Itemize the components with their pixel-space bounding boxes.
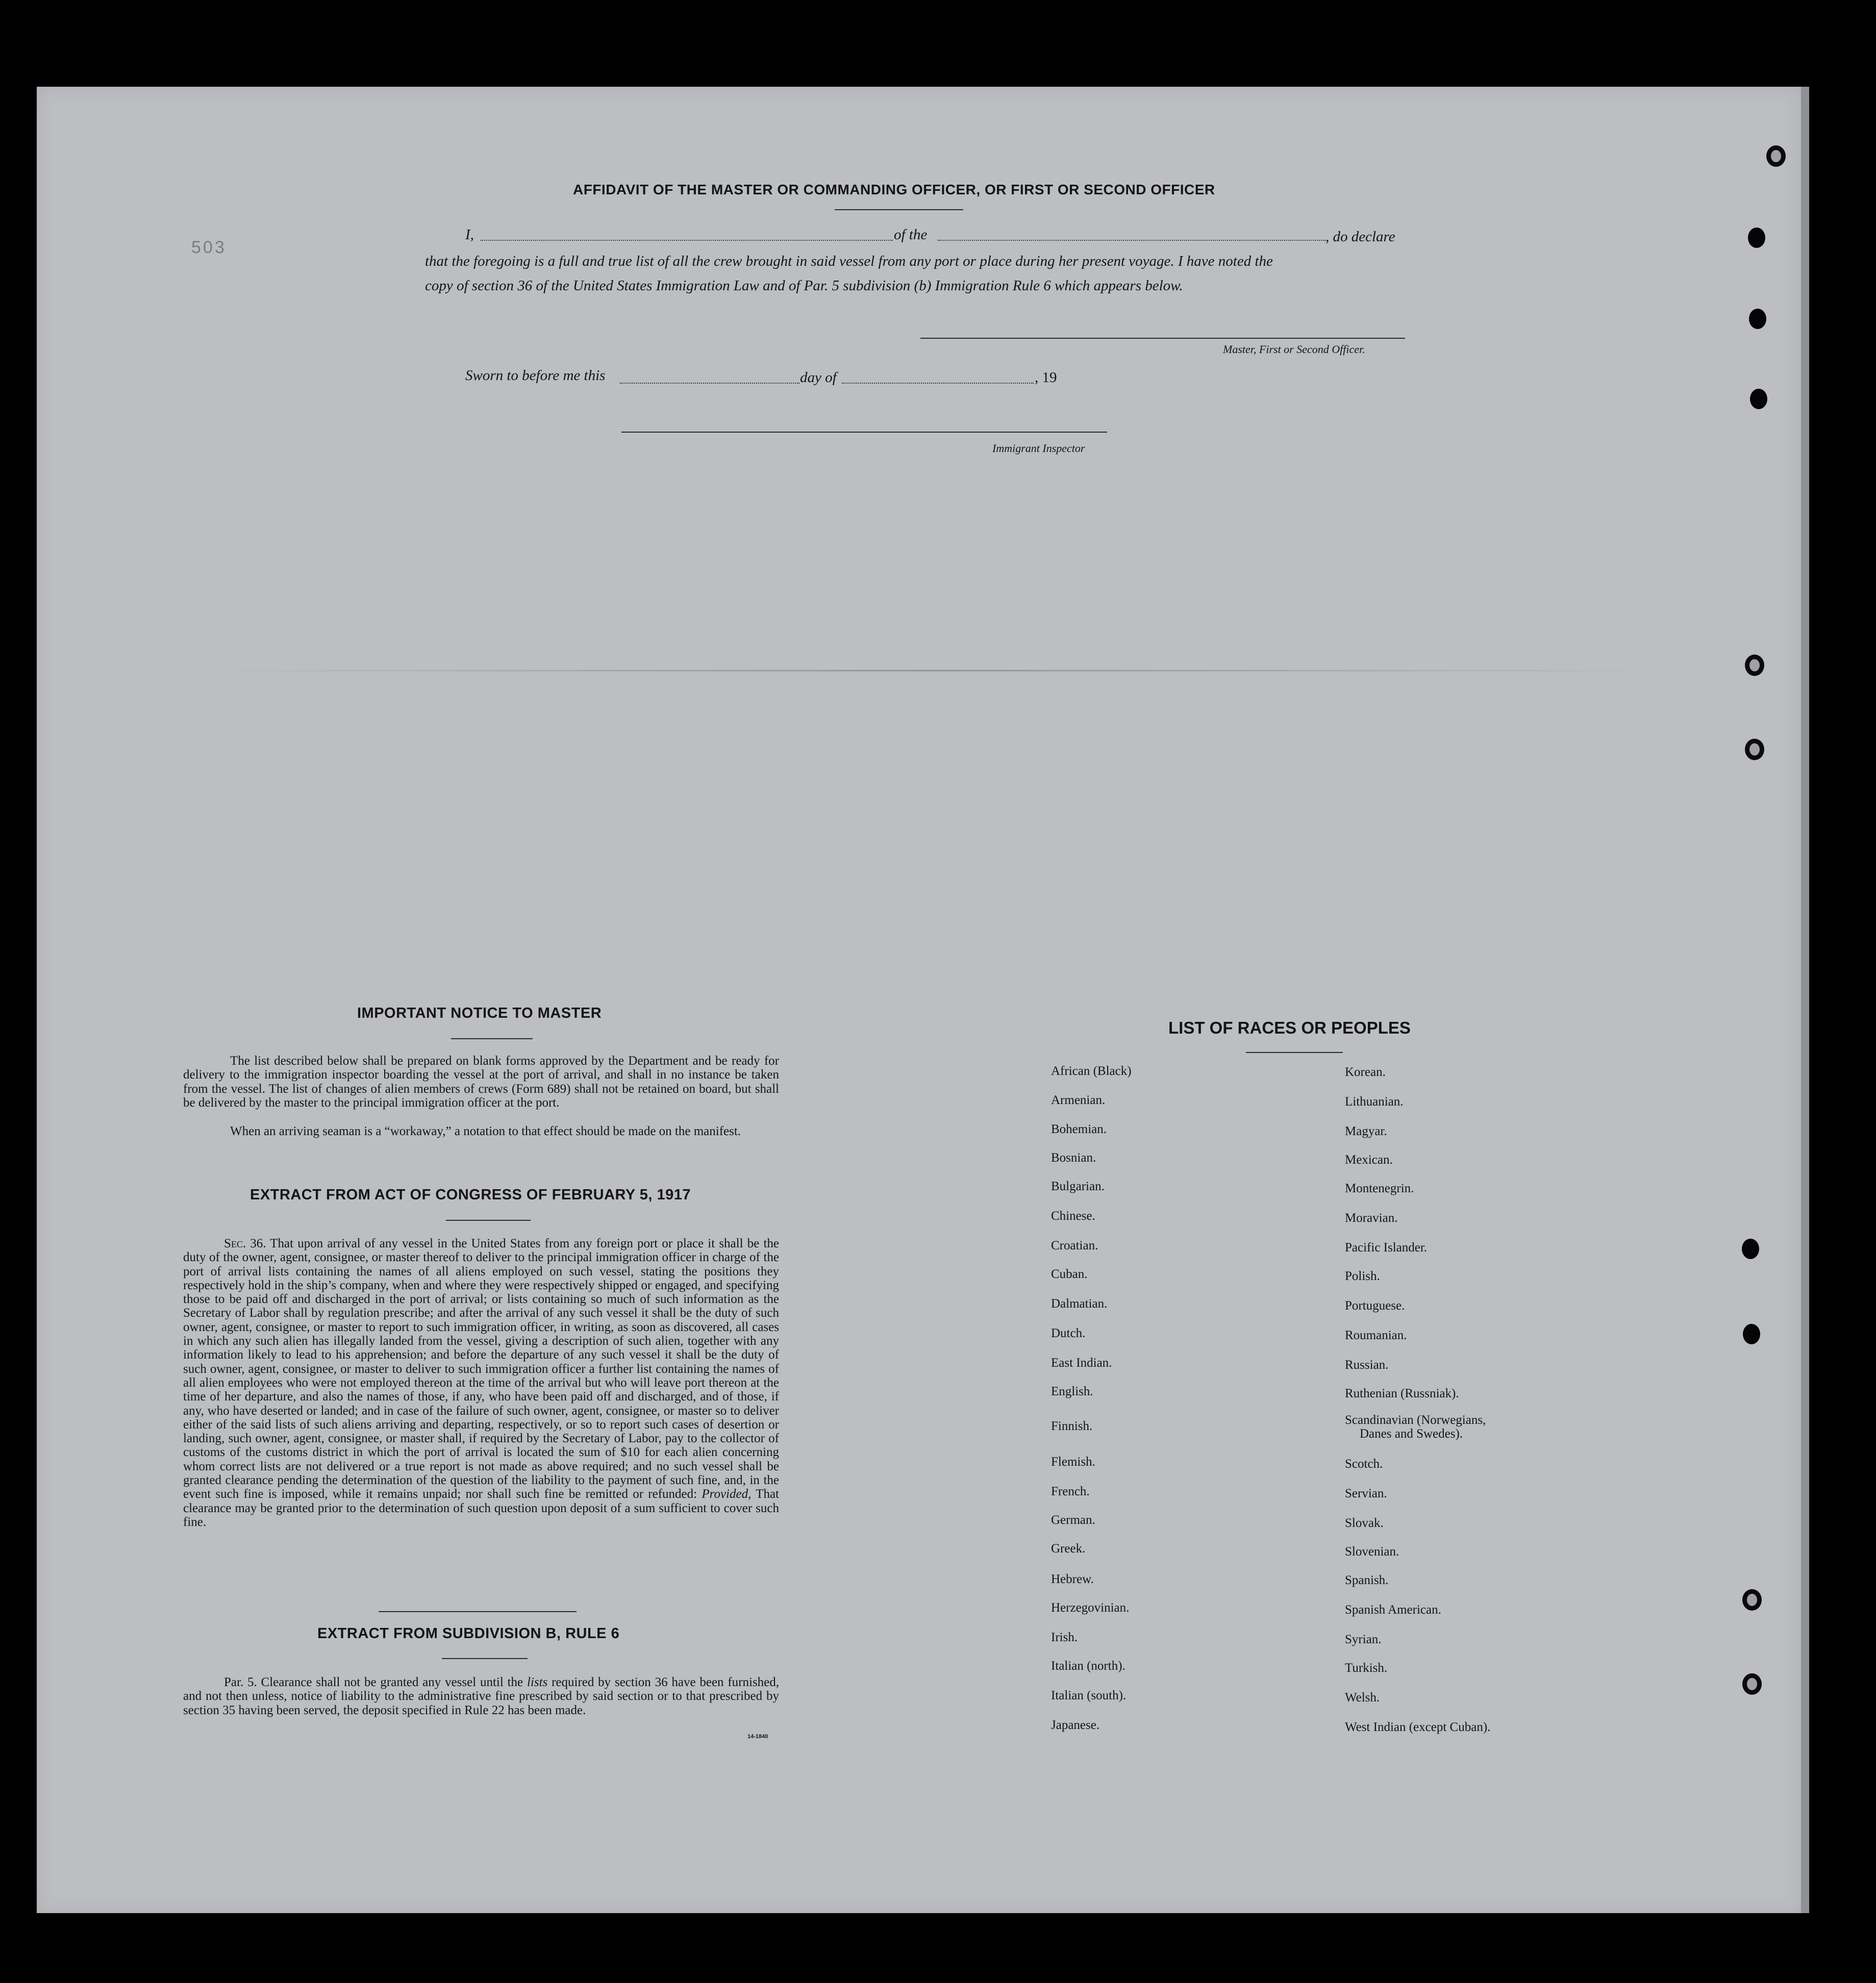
binder-hole-icon	[1743, 1324, 1760, 1344]
race-item: Flemish.	[1051, 1455, 1095, 1469]
race-item: Pacific Islander.	[1345, 1241, 1428, 1254]
race-item: Hebrew.	[1051, 1572, 1094, 1586]
race-item: Herzegovinian.	[1051, 1601, 1130, 1615]
binder-hole-icon	[1749, 309, 1766, 329]
race-item: African (Black)	[1051, 1064, 1132, 1078]
notice-title-rule	[451, 1038, 533, 1039]
affidavit-line-2: that the foregoing is a full and true list of all the crew brought in said vessel from any port or place during her present voyage. I have noted the	[425, 253, 1273, 269]
binder-hole-icon	[1766, 145, 1786, 167]
act-extract-title-rule	[446, 1220, 531, 1221]
rule-extract-body	[183, 1675, 779, 1717]
act-provided-word: Provided,	[702, 1487, 752, 1501]
master-signature-line[interactable]	[920, 338, 1405, 339]
act-extract-body	[183, 1237, 779, 1529]
master-signature-label: Master, First or Second Officer.	[1223, 343, 1365, 356]
race-item: Roumanian.	[1345, 1328, 1407, 1342]
affidavit-i-label: I,	[465, 227, 474, 243]
race-item: Magyar.	[1345, 1124, 1387, 1138]
affidavit-title: AFFIDAVIT OF THE MASTER OR COMMANDING OFFICER, OR FIRST OR SECOND OFFICER	[573, 182, 1215, 197]
binder-hole-icon	[1742, 1673, 1762, 1695]
race-item: Welsh.	[1345, 1691, 1380, 1704]
race-item: Japanese.	[1051, 1718, 1100, 1732]
race-item: French.	[1051, 1485, 1090, 1498]
binder-hole-icon	[1742, 1239, 1759, 1259]
race-item: Portuguese.	[1345, 1299, 1405, 1313]
rule-body-part-2: required by section 36 have been furnished, and not then unless, notice of liability to the administrative fine prescribed by said section or to that prescribed by section 35 having been served, the deposit specified in Rule 22 has been made.	[183, 1675, 780, 1717]
race-item: Chinese.	[1051, 1209, 1095, 1223]
pencil-mark: 503	[191, 238, 227, 257]
race-item: Dalmatian.	[1051, 1297, 1108, 1311]
race-item: Polish.	[1345, 1269, 1380, 1283]
binder-hole-icon	[1748, 228, 1765, 248]
race-item: Lithuanian.	[1345, 1095, 1404, 1109]
race-item: Turkish.	[1345, 1661, 1388, 1675]
race-item: Italian (south).	[1051, 1689, 1127, 1702]
race-item: Ruthenian (Russniak).	[1345, 1387, 1459, 1400]
race-item: Montenegrin.	[1345, 1182, 1414, 1195]
document-page	[37, 87, 1801, 1913]
paper-fold-crease	[194, 670, 1673, 671]
master-name-field[interactable]	[481, 240, 893, 241]
race-item: Slovak.	[1345, 1516, 1384, 1530]
race-item: Bosnian.	[1051, 1151, 1096, 1165]
race-item: Slovenian.	[1345, 1545, 1399, 1559]
race-item: Armenian.	[1051, 1093, 1106, 1107]
sworn-month-field[interactable]	[842, 383, 1034, 384]
race-item: Spanish.	[1345, 1573, 1389, 1587]
sworn-day-field[interactable]	[620, 383, 799, 384]
page-edge	[1801, 87, 1809, 1913]
form-number: 14-1840	[747, 1734, 768, 1740]
races-title-rule	[1246, 1052, 1343, 1053]
race-item: Russian.	[1345, 1358, 1389, 1372]
act-body-part-1: That upon arrival of any vessel in the United States from any foreign port or place it shall be the duty of the owner, agent, consignee, or master thereof to deliver to the principal immigration officer in charge of the port of arrival lists containing the names of all aliens employed on such vessel, stating the positions they respectively hold in the ship’s company, when and where they were respectively shipped or engaged, and specifying those to be paid off and discharged in the port of arrival; or lists containing so much of such information as the Secretary of Labor shall by regulation prescribe; and after the arrival of any such vessel it shall be the duty of such owner, agent, consignee, or master to report to such immigration officer, in writing, as soon as discovered, all cases in which any such alien has illegally landed from the vessel, giving a description of such alien, together with any information likely to lead to his apprehension; and before the departure of any such vessel it shall be the duty of such owner, agent, consignee, or master to deliver to such immigration officer a further list containing the names of all alien employees who were not employed thereon at the time of the arrival but who will leave port thereon at the time of her departure, and also the names of those, if any, who have been paid off and discharged, and of those, if any, who have deserted or landed; and in case of the failure of such owner, agent, consignee, or master so to deliver either of the said lists of such aliens arriving and departing, respectively, or so to report such cases of desertion or landing, such owner, agent, consignee, or master shall, if required by the Secretary of Labor, pay to the collector of customs of the customs district in which the port of arrival is located the sum of $10 for each alien concerning whom correct lists are not delivered or a true report is not made as above required; and no such vessel shall be granted clearance pending the determination of the question of the liability to the payment of such fine, and, in the event such fine is imposed, while it remains unpaid; nor shall such fine be remitted or refunded:	[183, 1237, 779, 1501]
affidavit-declare-label: , do declare	[1325, 229, 1395, 245]
affidavit-line-3: copy of section 36 of the United States Immigration Law and of Par. 5 subdivision (b) Immigration Rule 6 which appears below.	[425, 278, 1183, 294]
race-item: Croatian.	[1051, 1239, 1098, 1252]
act-extract-end-rule	[379, 1611, 577, 1612]
race-item: Finnish.	[1051, 1419, 1093, 1433]
race-item: Mexican.	[1345, 1153, 1393, 1167]
binder-hole-icon	[1745, 655, 1764, 676]
race-item: Moravian.	[1345, 1211, 1398, 1225]
race-item: Italian (north).	[1051, 1659, 1125, 1673]
race-item: Irish.	[1051, 1630, 1078, 1644]
inspector-label: Immigrant Inspector	[992, 442, 1085, 455]
race-item: Syrian.	[1345, 1633, 1382, 1646]
binder-hole-icon	[1750, 389, 1767, 409]
rule-lists-word: lists	[527, 1675, 548, 1689]
rule-body-part-1: Par. 5. Clearance shall not be granted any vessel until the	[224, 1675, 523, 1689]
vessel-name-field[interactable]	[938, 240, 1325, 241]
binder-hole-icon	[1745, 739, 1764, 760]
notice-paragraph-2: When an arriving seaman is a “workaway,” a notation to that effect should be made on the manifest.	[230, 1124, 741, 1138]
act-body-part-2: That clearance may be granted prior to the determination of such question upon deposit of a sum sufficient to cover such fine.	[183, 1487, 780, 1529]
binder-hole-icon	[1742, 1589, 1762, 1611]
race-item: Scandinavian (Norwegians,	[1345, 1413, 1486, 1427]
sworn-label: Sworn to before me this	[465, 367, 606, 384]
day-of-label: day of	[800, 369, 837, 386]
race-item: Dutch.	[1051, 1326, 1086, 1340]
race-item: Servian.	[1345, 1487, 1387, 1500]
year-prefix-label: , 19	[1035, 369, 1057, 386]
race-item: English.	[1051, 1385, 1093, 1398]
race-item: German.	[1051, 1513, 1095, 1527]
race-item: East Indian.	[1051, 1356, 1112, 1370]
act-section-label: Sec. 36.	[224, 1237, 266, 1250]
races-title: LIST OF RACES OR PEOPLES	[1168, 1018, 1411, 1037]
race-item: Greek.	[1051, 1542, 1086, 1555]
notice-title: IMPORTANT NOTICE TO MASTER	[357, 1005, 602, 1021]
affidavit-of-the-label: of the	[894, 227, 928, 243]
race-item: Scotch.	[1345, 1457, 1383, 1471]
race-item: Cuban.	[1051, 1267, 1088, 1281]
affidavit-title-rule	[835, 209, 963, 210]
inspector-signature-line[interactable]	[621, 432, 1107, 433]
race-item: West Indian (except Cuban).	[1345, 1720, 1491, 1734]
race-item: Spanish American.	[1345, 1603, 1441, 1617]
act-extract-title: EXTRACT FROM ACT OF CONGRESS OF FEBRUARY 5, 1917	[250, 1187, 691, 1203]
race-item: Bulgarian.	[1051, 1179, 1105, 1193]
rule-extract-title: EXTRACT FROM SUBDIVISION B, RULE 6	[317, 1625, 620, 1642]
rule-extract-title-rule	[442, 1658, 528, 1659]
race-item-continuation: Danes and Swedes).	[1360, 1427, 1463, 1441]
race-item: Korean.	[1345, 1065, 1386, 1079]
race-item: Bohemian.	[1051, 1122, 1107, 1136]
notice-paragraph-1: The list described below shall be prepared on blank forms approved by the Department and be ready for delivery to the immigration inspector boarding the vessel at the port of arrival, and shall in no instance be taken from the vessel. The list of changes of alien members of crews (Form 689) shall not be retained on board, but shall be delivered by the master to the principal immigration officer at the port.	[183, 1054, 779, 1110]
